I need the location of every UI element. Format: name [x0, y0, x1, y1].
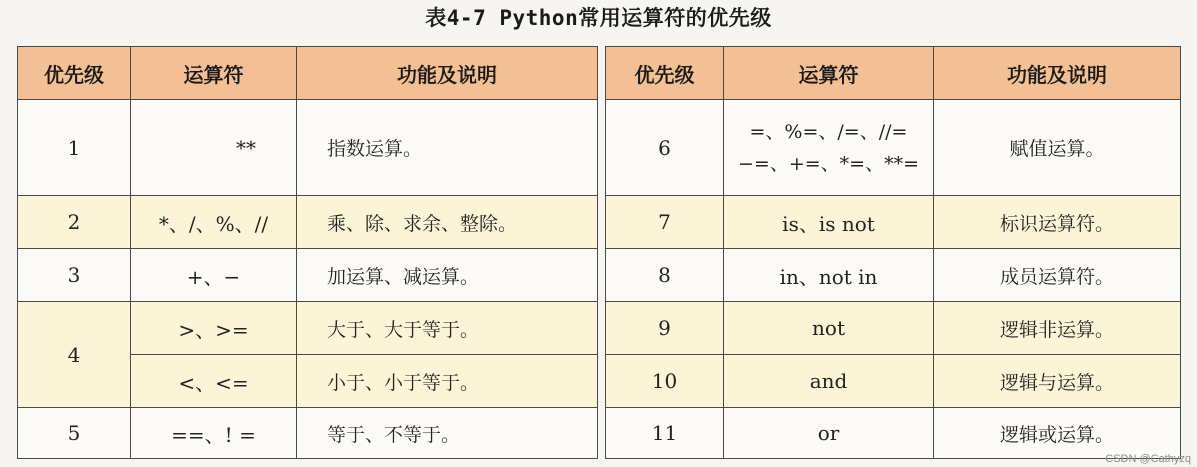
description-cell: 小于、小于等于。 [297, 355, 598, 408]
operator-cell: >、>= [131, 302, 297, 355]
table-row [606, 408, 1181, 459]
description-cell: 逻辑非运算。 [934, 302, 1181, 355]
table-row [606, 100, 1181, 196]
priority-cell: 1 [18, 100, 131, 196]
description-cell: 等于、不等于。 [297, 408, 598, 459]
priority-cell: 5 [18, 408, 131, 459]
priority-cell: 10 [606, 355, 724, 408]
table-row [606, 249, 1181, 302]
priority-cell: 4 [18, 302, 131, 408]
left-header-priority: 优先级 [18, 47, 131, 100]
csdn-watermark: CSDN @Cathyzq [1105, 453, 1191, 465]
description-cell: 逻辑或运算。 [934, 408, 1181, 459]
operator-cell: +、− [131, 249, 297, 302]
table-row [18, 302, 598, 355]
description-cell: 加运算、减运算。 [297, 249, 598, 302]
operator-cell: <、<= [131, 355, 297, 408]
priority-cell: 6 [606, 100, 724, 196]
description-cell: 赋值运算。 [934, 100, 1181, 196]
operator-cell [724, 100, 934, 196]
right-header-priority: 优先级 [606, 47, 724, 100]
table-row [18, 100, 598, 196]
operator-line: =、%=、/=、//= [749, 120, 908, 143]
description-cell: 逻辑与运算。 [934, 355, 1181, 408]
description-cell: 标识运算符。 [934, 196, 1181, 249]
priority-cell: 7 [606, 196, 724, 249]
table-row [606, 355, 1181, 408]
operator-cell: and [724, 355, 934, 408]
priority-cell: 2 [18, 196, 131, 249]
priority-cell: 11 [606, 408, 724, 459]
table-row [18, 408, 598, 459]
description-cell: 乘、除、求余、整除。 [297, 196, 598, 249]
left-header-description: 功能及说明 [297, 47, 598, 100]
right-priority-table [605, 46, 1181, 459]
right-header-row [606, 47, 1181, 100]
table-row [18, 196, 598, 249]
left-header-row [18, 47, 598, 100]
priority-cell: 9 [606, 302, 724, 355]
operator-cell: ==、! = [131, 408, 297, 459]
right-header-operator: 运算符 [724, 47, 934, 100]
operator-cell: not [724, 302, 934, 355]
priority-tables [17, 46, 1180, 456]
description-cell: 成员运算符。 [934, 249, 1181, 302]
table-row [606, 302, 1181, 355]
operator-cell: in、not in [724, 249, 934, 302]
table-row [606, 196, 1181, 249]
left-header-operator: 运算符 [131, 47, 297, 100]
priority-cell: 3 [18, 249, 131, 302]
operator-cell: is、is not [724, 196, 934, 249]
operator-cell: or [724, 408, 934, 459]
left-priority-table [17, 46, 598, 459]
operator-cell: ** [131, 100, 297, 196]
description-cell: 指数运算。 [297, 100, 598, 196]
operator-line: −=、+=、*=、**= [737, 152, 920, 175]
description-cell: 大于、大于等于。 [297, 302, 598, 355]
operator-cell: *、/、%、// [131, 196, 297, 249]
table-title: 表4-7 Python常用运算符的优先级 [425, 6, 772, 30]
table-row [18, 249, 598, 302]
priority-cell: 8 [606, 249, 724, 302]
right-header-description: 功能及说明 [934, 47, 1181, 100]
